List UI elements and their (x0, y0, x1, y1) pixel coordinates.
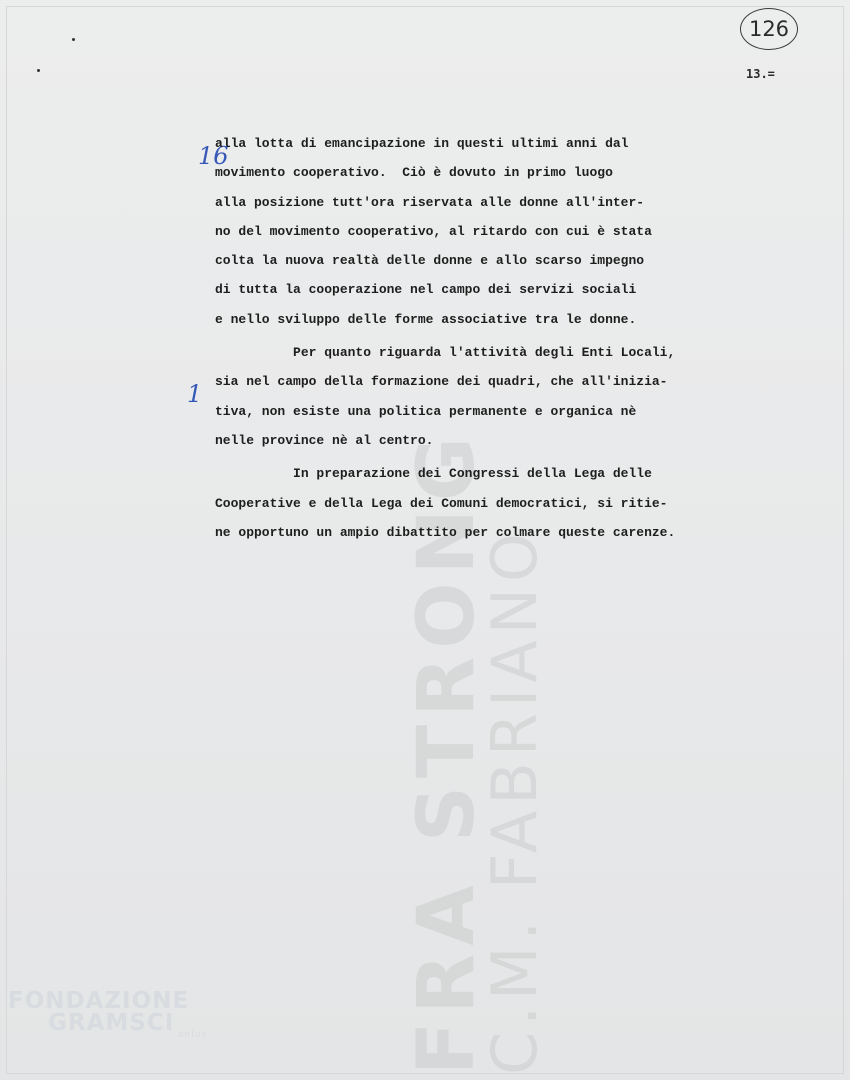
text-line: In preparazione dei Congressi della Lega delle (215, 466, 652, 482)
archive-page-stamp (740, 8, 798, 50)
margin-mark-1: 16 (198, 142, 229, 170)
text-line: colta la nuova realtà delle donne e allo scarso impegno (215, 253, 645, 269)
fondazione-gramsci-logo (8, 988, 207, 1040)
paragraph-3 (215, 459, 675, 547)
margin-mark-2: 1 (187, 380, 203, 408)
text-line: alla posizione tutt'ora riservata alle donne all'inter- (215, 194, 645, 210)
logo-line-2: GRAMSCI (48, 1010, 175, 1036)
typed-page-number: 13.= (746, 67, 775, 81)
logo-line-1: FONDAZIONE (8, 988, 190, 1014)
text-line: Cooperative e della Lega dei Comuni democratici, si ritie- (215, 495, 668, 511)
text-line: sia nel campo della formazione dei quadri, che all'inizia- (215, 374, 668, 390)
ink-speck (72, 38, 75, 41)
text-line: ne opportuno un ampio dibattito per colmare queste carenze. (215, 524, 676, 540)
text-line: nelle province nè al centro. (215, 432, 434, 448)
text-line: no del movimento cooperativo, al ritardo con cui è stata (215, 223, 652, 239)
ink-speck (37, 69, 40, 72)
text-line: Per quanto riguarda l'attività degli Enti Locali, (215, 345, 676, 361)
paper-watermark-maker: C.M. FABRIANO (478, 527, 551, 1075)
text-line: movimento cooperativo. Ciò è dovuto in primo luogo (215, 165, 613, 181)
typed-body (215, 129, 675, 547)
text-line: e nello sviluppo delle forme associative tra le donne. (215, 311, 637, 327)
logo-line-3: onlus (178, 1030, 208, 1040)
text-line: tiva, non esiste una politica permanente e organica nè (215, 403, 637, 419)
archive-page-number: 126 (748, 17, 790, 41)
text-line: di tutta la cooperazione nel campo dei servizi sociali (215, 282, 637, 298)
paragraph-1 (215, 129, 675, 334)
text-line: alla lotta di emancipazione in questi ultimi anni dal (215, 136, 629, 151)
paper-watermark-brand: FRA STRONG (402, 429, 492, 1075)
paragraph-2 (215, 338, 675, 455)
